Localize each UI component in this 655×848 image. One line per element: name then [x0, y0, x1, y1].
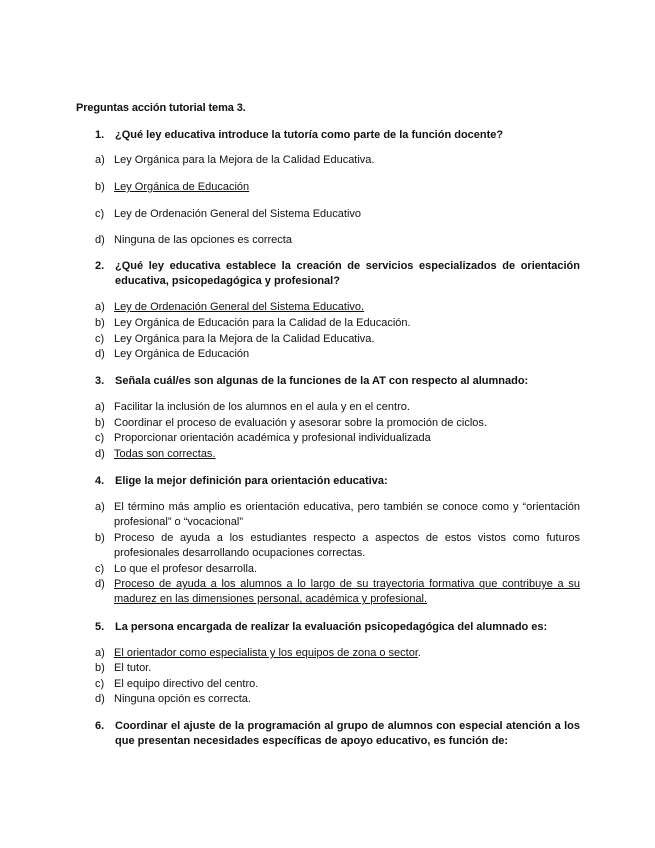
option-1a — [95, 153, 580, 168]
question-number: 1. — [95, 129, 105, 141]
option-letter: a) — [95, 301, 105, 313]
option-2d — [95, 347, 580, 362]
option-text: Ninguna opción es correcta. — [114, 693, 251, 705]
option-text: Ninguna de las opciones es correcta — [114, 234, 292, 246]
question-number: 5. — [95, 621, 105, 633]
option-text: Facilitar la inclusión de los alumnos en el aula y en el centro. — [114, 401, 410, 413]
option-2c — [95, 332, 580, 347]
option-4a — [95, 500, 580, 530]
option-text: Ley Orgánica de Educación para la Calidad de la Educación. — [114, 317, 411, 329]
option-letter: b) — [95, 662, 105, 674]
option-letter: a) — [95, 401, 105, 413]
option-text: El tutor. — [114, 662, 152, 674]
question-3 — [95, 374, 580, 389]
option-text: Lo que el profesor desarrolla. — [114, 563, 258, 575]
option-3d — [95, 447, 580, 462]
option-letter: a) — [95, 154, 105, 166]
document-title: Preguntas acción tutorial tema 3. — [76, 102, 246, 114]
option-2b — [95, 316, 580, 331]
option-suffix: . — [417, 647, 421, 659]
option-3b — [95, 416, 580, 431]
option-4b — [95, 531, 580, 561]
option-text — [114, 646, 580, 661]
option-letter: c) — [95, 333, 105, 345]
option-letter: d) — [95, 578, 105, 590]
option-text-correct: Ley de Ordenación General del Sistema Educativo. — [114, 301, 365, 313]
option-letter: d) — [95, 693, 105, 705]
question-text: Coordinar el ajuste de la programación al grupo de alumnos con especial atención a los que presentan necesidades específicas de apoyo educativo, es función de: — [115, 720, 580, 747]
option-letter: b) — [95, 317, 105, 329]
option-3c — [95, 431, 580, 446]
option-letter: a) — [95, 647, 105, 659]
question-text: ¿Qué ley educativa establece la creación de servicios especializados de orientación educativa, psicopedagógica y profesional? — [115, 260, 580, 287]
option-letter: b) — [95, 532, 105, 544]
option-letter: d) — [95, 348, 105, 360]
question-text: ¿Qué ley educativa introduce la tutoría como parte de la función docente? — [115, 129, 504, 141]
question-number: 2. — [95, 260, 105, 272]
question-2 — [95, 259, 580, 289]
option-text: Proporcionar orientación académica y profesional individualizada — [114, 432, 431, 444]
option-5a — [95, 646, 580, 661]
question-1 — [95, 128, 580, 143]
question-text: Elige la mejor definición para orientación educativa: — [115, 475, 388, 487]
option-text: El término más amplio es orientación educativa, pero también se conoce como y “orientación profesional” o “vocacional” — [114, 501, 580, 528]
option-3a — [95, 400, 580, 415]
option-text: Proceso de ayuda a los estudiantes respecto a aspectos de estos vistos como futuros profesionales desarrollando ocupaciones correctas. — [114, 532, 580, 559]
question-5 — [95, 620, 580, 635]
option-5c — [95, 677, 580, 692]
option-1c — [95, 207, 580, 222]
question-number: 6. — [95, 720, 105, 732]
option-text: Ley de Ordenación General del Sistema Educativo — [114, 208, 362, 220]
option-text: Ley Orgánica para la Mejora de la Calidad Educativa. — [114, 154, 375, 166]
option-1d — [95, 233, 580, 248]
question-number: 4. — [95, 475, 105, 487]
option-text: Coordinar el proceso de evaluación y asesorar sobre la promoción de ciclos. — [114, 417, 487, 429]
option-letter: c) — [95, 432, 105, 444]
option-text-correct: El orientador como especialista y los equipos de zona o sector — [114, 647, 418, 659]
option-text: Ley Orgánica para la Mejora de la Calidad Educativa. — [114, 333, 375, 345]
option-text: Ley Orgánica de Educación — [114, 348, 250, 360]
option-text: El equipo directivo del centro. — [114, 678, 259, 690]
question-4 — [95, 474, 580, 489]
option-letter: b) — [95, 181, 105, 193]
option-text-correct: Ley Orgánica de Educación — [114, 181, 250, 193]
option-2a — [95, 300, 580, 315]
option-5b — [95, 661, 580, 676]
question-number: 3. — [95, 375, 105, 387]
option-letter: d) — [95, 448, 105, 460]
option-text-correct: Todas son correctas. — [114, 448, 216, 460]
option-letter: c) — [95, 563, 105, 575]
option-5d — [95, 692, 580, 707]
option-letter: d) — [95, 234, 105, 246]
option-letter: a) — [95, 501, 105, 513]
option-letter: b) — [95, 417, 105, 429]
question-text: La persona encargada de realizar la evaluación psicopedagógica del alumnado es: — [115, 621, 548, 633]
option-letter: c) — [95, 678, 105, 690]
question-text: Señala cuál/es son algunas de la funciones de la AT con respecto al alumnado: — [115, 375, 529, 387]
option-text-correct: Proceso de ayuda a los alumnos a lo largo de su trayectoria formativa que contribuye a su madurez en las dimensiones personal, académica y profesional. — [114, 578, 580, 605]
option-1b — [95, 180, 580, 195]
option-letter: c) — [95, 208, 105, 220]
question-6 — [95, 719, 580, 749]
option-4c — [95, 562, 580, 577]
option-4d — [95, 577, 580, 607]
